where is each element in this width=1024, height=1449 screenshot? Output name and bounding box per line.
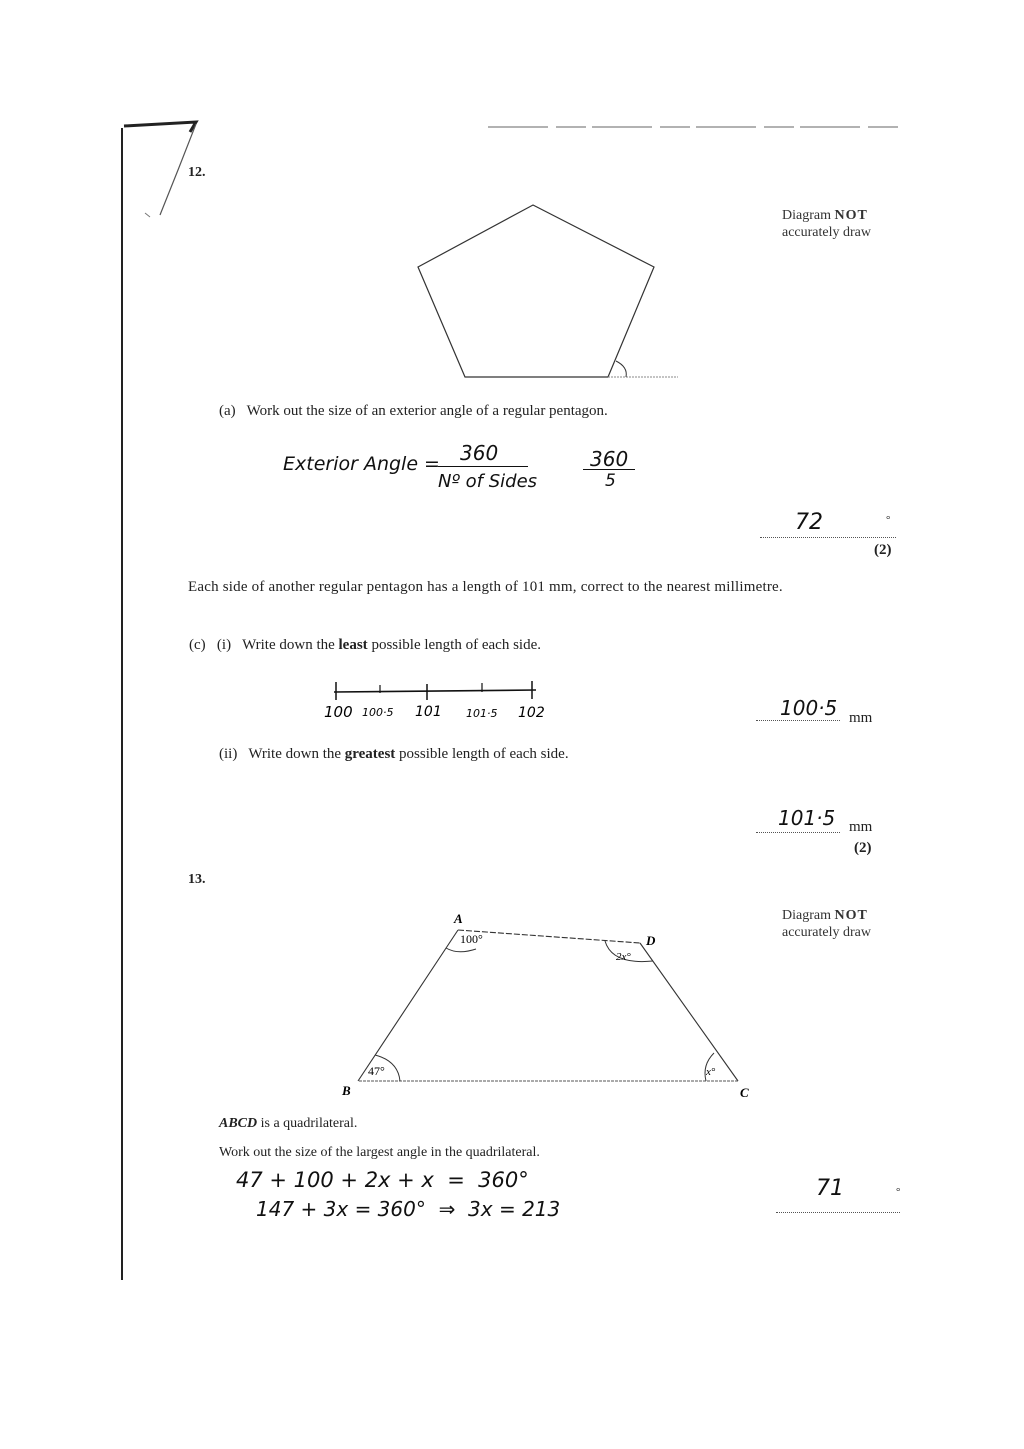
q12c-i-answer: 100·5 bbox=[780, 696, 838, 720]
q13-statement bbox=[219, 1116, 357, 1132]
diagram-note-line2: accurately draw bbox=[782, 225, 871, 240]
vertex-label-A: A bbox=[454, 911, 463, 926]
q12c-ii-unit: mm bbox=[849, 819, 873, 835]
q12a-answer: 72 bbox=[795, 510, 823, 535]
question-12-number: 12. bbox=[188, 165, 206, 180]
fraction-bar-2 bbox=[583, 469, 635, 470]
q13-answer-unit: ° bbox=[896, 1186, 901, 1198]
numberline-label-100-5: 100·5 bbox=[362, 706, 394, 719]
angle-label-D: 2x° bbox=[616, 951, 631, 963]
vertex-label-C: C bbox=[740, 1085, 749, 1100]
q12a-label: (a) bbox=[219, 403, 236, 419]
number-line-sketch bbox=[320, 672, 560, 722]
q12c-label: (c) bbox=[189, 637, 206, 653]
diagram-note-word: Diagram bbox=[782, 208, 831, 223]
q12-intro: Each side of another regular pentagon has a length of 101 mm, correct to the nearest millimetre. bbox=[188, 579, 783, 595]
pentagon-diagram bbox=[400, 195, 700, 390]
q12c-i-question-bold: least bbox=[338, 637, 368, 653]
q13-answer-line bbox=[776, 1212, 900, 1213]
vertex-label-B: B bbox=[342, 1083, 351, 1098]
q13-working-line-2: 147 + 3x = 360° ⇒ 3x = 213 bbox=[256, 1197, 561, 1221]
q12c-i-label: (i) bbox=[216, 637, 232, 653]
q12c-marks: (2) bbox=[854, 840, 872, 856]
side-BA bbox=[358, 930, 458, 1081]
q12a-marks: (2) bbox=[874, 542, 892, 558]
q12a-question-row bbox=[219, 403, 608, 420]
angle-label-A: 100° bbox=[460, 932, 483, 946]
q12c-i-question-pre: Write down the bbox=[242, 637, 339, 653]
question-13-number: 13. bbox=[188, 872, 206, 887]
side-AD bbox=[458, 930, 640, 943]
q12c-i-question-row bbox=[189, 637, 541, 654]
diagram-note-q13 bbox=[782, 907, 912, 941]
numberline-label-101: 101 bbox=[415, 704, 442, 720]
q12c-ii-question-pre: Write down the bbox=[248, 746, 345, 762]
q13-question: Work out the size of the largest angle in the quadrilateral. bbox=[219, 1145, 540, 1160]
q12a-question: Work out the size of an exterior angle of a regular pentagon. bbox=[246, 403, 608, 419]
angle-label-C: x° bbox=[706, 1066, 716, 1078]
q12a-working bbox=[283, 441, 663, 505]
side-DC bbox=[640, 943, 738, 1081]
fraction-bar bbox=[438, 466, 528, 467]
angle-arc-A bbox=[446, 948, 476, 952]
diagram-note-bold: NOT bbox=[834, 908, 868, 923]
angle-label-B: 47° bbox=[368, 1064, 385, 1078]
working-numerator: 360 bbox=[460, 441, 499, 465]
q13-statement-italic: ABCD bbox=[219, 1116, 258, 1131]
q12c-i-answer-line bbox=[756, 720, 840, 721]
q12c-ii-answer: 101·5 bbox=[778, 806, 836, 830]
q13-statement-rest: is a quadrilateral. bbox=[257, 1116, 358, 1131]
numberline-label-102: 102 bbox=[518, 705, 545, 721]
q12c-i-unit: mm bbox=[849, 710, 873, 726]
quadrilateral-diagram bbox=[330, 905, 770, 1105]
working-denominator-2: 5 bbox=[605, 471, 616, 491]
q12c-ii-question-post: possible length of each side. bbox=[395, 746, 569, 762]
q12a-answer-unit: ° bbox=[886, 514, 891, 526]
diagram-note-word: Diagram bbox=[782, 908, 831, 923]
numberline-label-101-5: 101·5 bbox=[466, 707, 498, 720]
q13-working-line-1: 47 + 100 + 2x + x = 360° bbox=[236, 1168, 529, 1192]
q13-answer: 71 bbox=[816, 1176, 844, 1201]
diagram-note-q12 bbox=[782, 207, 912, 241]
working-lhs: Exterior Angle = bbox=[283, 453, 440, 475]
vertex-label-D: D bbox=[646, 933, 656, 948]
numberline-label-100: 100 bbox=[324, 703, 353, 721]
q12c-i-question-post: possible length of each side. bbox=[367, 637, 541, 653]
number-line-axis bbox=[334, 690, 536, 692]
working-numerator-2: 360 bbox=[590, 447, 629, 471]
working-denominator: Nº of Sides bbox=[438, 471, 538, 492]
exterior-angle-arc bbox=[616, 361, 626, 377]
q12c-ii-answer-line bbox=[756, 832, 840, 833]
q12c-ii-question-bold: greatest bbox=[344, 746, 396, 762]
q12a-answer-line bbox=[760, 537, 896, 538]
diagram-note-line2: accurately draw bbox=[782, 925, 871, 940]
diagram-note-bold: NOT bbox=[834, 208, 868, 223]
pentagon-shape bbox=[418, 205, 654, 377]
q12c-ii-question-row bbox=[219, 746, 569, 763]
q12c-ii-label: (ii) bbox=[219, 746, 238, 762]
